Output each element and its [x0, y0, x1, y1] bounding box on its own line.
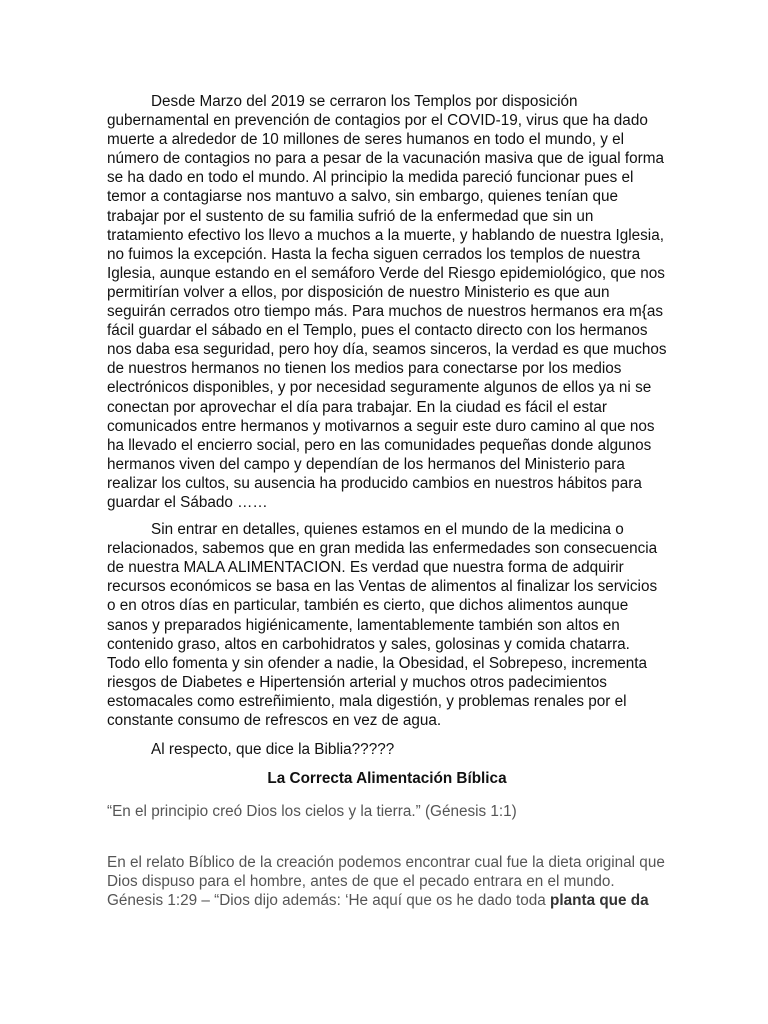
- paragraph-original-diet-text: En el relato Bíblico de la creación podemos encontrar cual fue la dieta original que Dios dispuso para el hombre, antes de que el pecado entrara en el mundo. Génesis 1:29 – “Dios dijo además: ‘He aquí que os he dado toda: [107, 854, 665, 910]
- section-heading: La Correcta Alimentación Bíblica: [267, 770, 507, 788]
- paragraph-bad-nutrition: Sin entrar en detalles, quienes estamos en el mundo de la medicina o relacionados, sabemos que en gran medida las enfermedades son consecuencia de nuestra MALA ALIMENTACION. Es verdad que nuestra forma de adquirir recursos económicos se basa en las Ventas de alimentos al finalizar los servicios o en otros días en particular, también es cierto, que dichos alimentos aunque sanos y preparados higiénicamente, lamentablemente también son altos en contenido graso, altos en carbohidratos y sales, golosinas y comida chatarra. Todo ello fomenta y sin ofender a nadie, la Obesidad, el Sobrepeso, incrementa riesgos de Diabetes e Hipertensión arterial y muchos otros padecimientos estomacales como estreñimiento, mala digestión, y problemas renales por el constante consumo de refrescos en vez de agua.: [107, 521, 658, 729]
- paragraph-covid-closure: Desde Marzo del 2019 se cerraron los Templos por disposición gubernamental en prevención de contagios por el COVID-19, virus que ha dado muerte a alrededor de 10 millones de seres humanos en todo el mundo, y el número de contagios no para a pesar de la vacunación masiva que de igual forma se ha dado en todo el mundo. Al principio la medida pareció funcionar pues el temor a contagiarse nos mantuvo a salvo, sin embargo, quienes tenían que trabajar por el sustento de su familia sufrió de la enfermedad que sin un tratamiento efectivo los llevo a muchos a la muerte, y hablando de nuestra Iglesia, no fuimos la excepción. Hasta la fecha siguen cerrados los templos de nuestra Iglesia, aunque estando en el semáforo Verde del Riesgo epidemiológico, que nos permitirían volver a ellos, por disposición de nuestro Ministerio es que aun seguirán cerrados otro tiempo más. Para muchos de nuestros hermanos era m{as fácil guardar el sábado en el Templo, pues el contacto directo con los hermanos nos daba esa seguridad, pero hoy día, seamos sinceros, la verdad es que muchos de nuestros hermanos no tienen los medios para conectarse por los medios electrónicos disponibles, y por necesidad seguramente algunos de ellos ya ni se conectan por aprovechar el día para trabajar. En la ciudad es fácil el estar comunicados entre hermanos y motivarnos a seguir este duro camino al que nos ha llevado el encierro social, pero en las comunidades pequeñas donde algunos hermanos viven del campo y dependían de los hermanos del Ministerio para realizar los cultos, su ausencia ha producido cambios en nuestros hábitos para guardar el Sábado ……: [107, 93, 667, 511]
- document-page: [107, 92, 667, 910]
- genesis-quote: “En el principio creó Dios los cielos y la tierra.” (Génesis 1:1): [107, 803, 517, 821]
- paragraph-bible-question: Al respecto, que dice la Biblia?????: [151, 741, 395, 759]
- paragraph-original-diet-bold: planta que da: [550, 892, 649, 910]
- paragraph-original-diet: [107, 853, 667, 910]
